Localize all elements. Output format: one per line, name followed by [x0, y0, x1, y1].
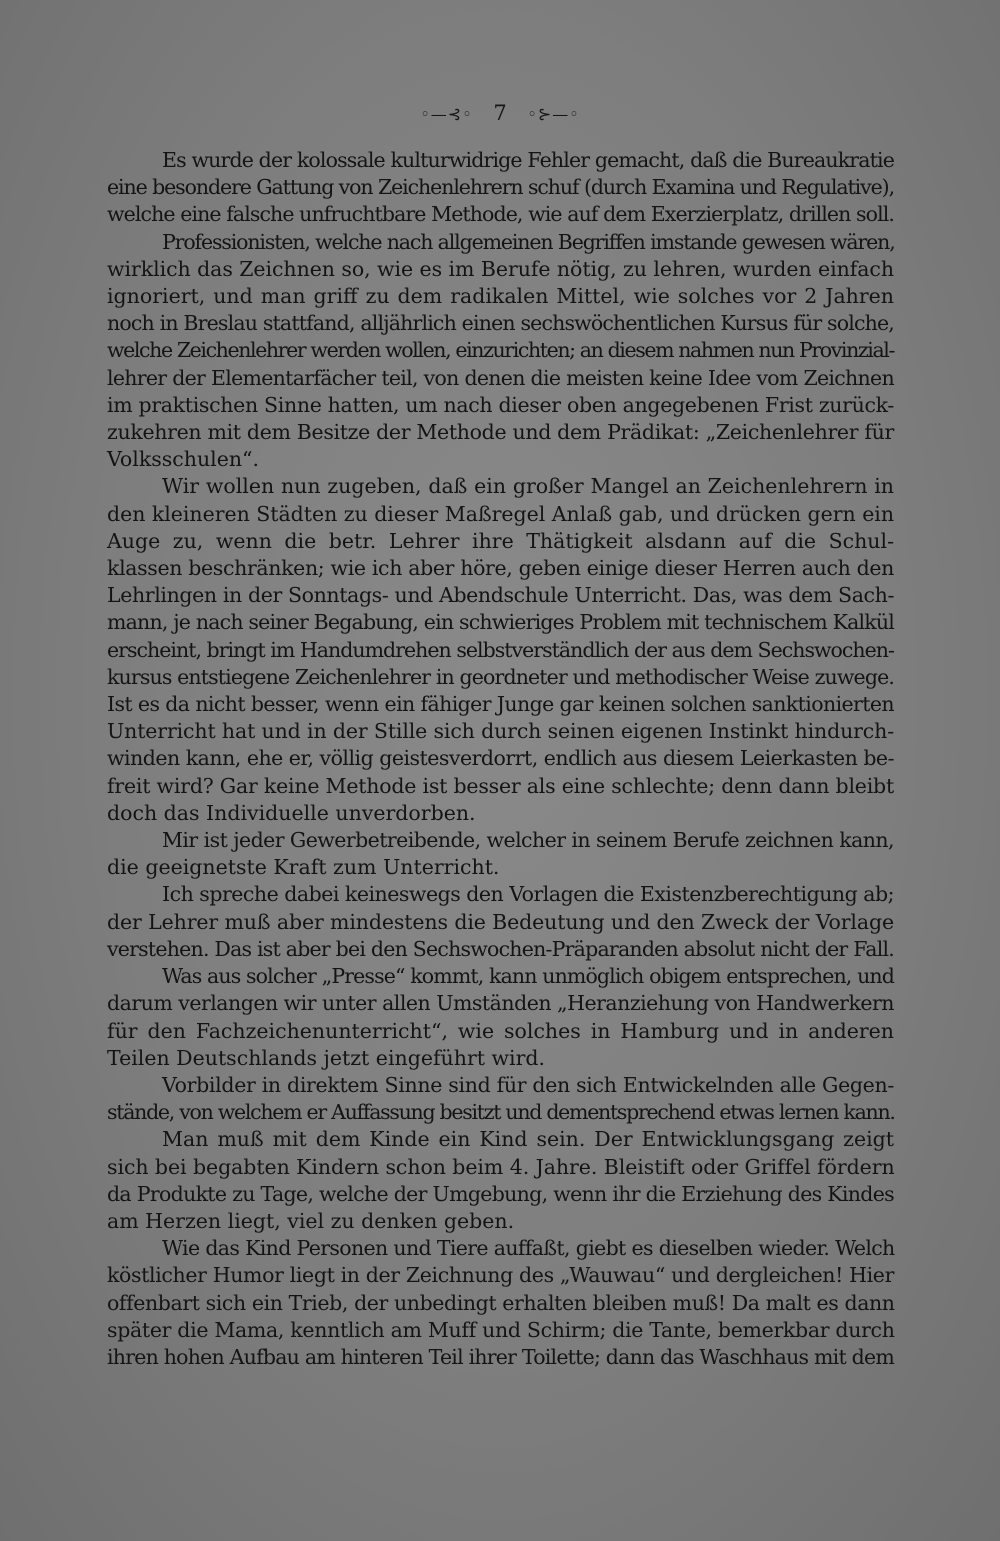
text-line: mann, je nach seiner Begabung, ein schwieriges Problem mit technischem Kalkül — [107, 610, 894, 635]
text-line: Ist es da nicht besser, wenn ein fähiger Junge gar keinen solchen sanktionierten — [107, 692, 894, 717]
text-line: erscheint, bringt im Handumdrehen selbstverständlich der aus dem Sechswochen- — [107, 637, 894, 662]
text-line: noch in Breslau stattfand, alljährlich einen sechswöchentlichen Kursus für solche, — [107, 311, 894, 336]
text-line: für den Fachzeichenunterricht“, wie solches in Hamburg und in anderen — [107, 1018, 894, 1043]
text-line: winden kann, ehe er, völlig geistesverdorrt, endlich aus diesem Leierkasten be- — [107, 746, 894, 771]
text-line: die geeignetste Kraft zum Unterricht. — [107, 855, 500, 880]
page-number: 7 — [493, 101, 507, 125]
text-line: im praktischen Sinne hatten, um nach dieser oben angegebenen Frist zurück- — [107, 392, 894, 417]
text-line: offenbart sich ein Trieb, der unbedingt erhalten bleiben muß! Da malt es dann — [107, 1290, 895, 1315]
text-line: am Herzen liegt, viel zu denken geben. — [107, 1208, 515, 1233]
text-line: der Lehrer muß aber mindestens die Bedeutung und den Zweck der Vorlage — [107, 909, 894, 934]
text-line: Wir wollen nun zugeben, daß ein großer Mangel an Zeichenlehrern in — [162, 474, 894, 499]
text-line: Lehrlingen in der Sonntags- und Abendschule Unterricht. Das, was dem Sach- — [107, 583, 894, 608]
text-line: freit wird? Gar keine Methode ist besser als eine schlechte; denn dann bleibt — [107, 773, 894, 798]
paragraph — [107, 1126, 894, 1235]
text-line: Professionisten, welche nach allgemeinen Begriffen imstande gewesen wären, — [162, 229, 895, 254]
text-line: eine besondere Gattung von Zeichenlehrern schuf (durch Examina und Regulative), — [107, 175, 894, 200]
text-line: wirklich das Zeichnen so, wie es im Berufe nötig, zu lehren, wurden einfach — [107, 256, 894, 281]
paragraph — [107, 147, 894, 229]
text-line: ihren hohen Aufbau am hinteren Teil ihrer Toilette; dann das Waschhaus mit dem — [107, 1344, 894, 1369]
text-line: stände, von welchem er Auffassung besitzt und dementsprechend etwas lernen kann. — [107, 1100, 895, 1125]
text-line: kursus entstiegene Zeichenlehrer in geordneter und methodischer Weise zuwege. — [107, 664, 894, 689]
text-line: welche Zeichenlehrer werden wollen, einzurichten; an diesem nahmen nun Provinzial- — [107, 338, 894, 363]
ornament-left: ◦—⊰◦ — [420, 104, 473, 124]
text-line: später die Mama, kenntlich am Muff und Schirm; die Tante, bemerkbar durch — [107, 1317, 895, 1342]
text-line: verstehen. Das ist aber bei den Sechswochen-Präparanden absolut nicht der Fall. — [107, 936, 894, 961]
text-line: klassen beschränken; wie ich aber höre, geben einige dieser Herren auch den — [107, 556, 894, 581]
text-line: welche eine falsche unfruchtbare Methode, wie auf dem Exerzierplatz, drillen soll. — [107, 202, 894, 227]
text-line: sich bei begabten Kindern schon beim 4. Jahre. Bleistift oder Griffel fördern — [107, 1154, 895, 1179]
paragraph — [107, 827, 894, 881]
ornament-right: ◦⊱—◦ — [527, 104, 580, 124]
paragraph — [107, 881, 894, 963]
paragraph — [107, 1235, 894, 1371]
text-line: köstlicher Humor liegt in der Zeichnung des „Wauwau“ und dergleichen! Hier — [107, 1263, 894, 1288]
text-line: Wie das Kind Personen und Tiere auffaßt, giebt es dieselben wieder. Welch — [162, 1236, 895, 1261]
paragraph — [107, 963, 894, 1072]
paragraph — [107, 1072, 894, 1126]
text-line: Was aus solcher „Presse“ kommt, kann unmöglich obigem entsprechen, und — [162, 964, 894, 989]
text-line: Teilen Deutschlands jetzt eingeführt wird. — [107, 1045, 546, 1070]
text-line: ignoriert, und man griff zu dem radikalen Mittel, wie solches vor 2 Jahren — [107, 284, 894, 309]
paragraph — [107, 473, 894, 827]
text-line: Vorbilder in direktem Sinne sind für den sich Entwickelnden alle Gegen- — [162, 1072, 894, 1097]
text-line: da Produkte zu Tage, welche der Umgebung, wenn ihr die Erziehung des Kindes — [107, 1181, 894, 1206]
text-line: zukehren mit dem Besitze der Methode und dem Prädikat: „Zeichenlehrer für — [107, 420, 894, 445]
text-line: Es wurde der kolossale kulturwidrige Fehler gemacht, daß die Bureaukratie — [162, 148, 894, 172]
text-line: den kleineren Städten zu dieser Maßregel Anlaß gab, und drücken gern ein — [107, 501, 894, 526]
text-line: Mir ist jeder Gewerbetreibende, welcher in seinem Berufe zeichnen kann, — [162, 828, 894, 853]
page-header — [0, 98, 1000, 130]
text-line: Unterricht hat und in der Stille sich durch seinen eigenen Instinkt hindurch- — [107, 719, 894, 744]
text-line: lehrer der Elementarfächer teil, von denen die meisten keine Idee vom Zeichnen — [107, 365, 894, 390]
text-line: Auge zu, wenn die betr. Lehrer ihre Thätigkeit alsdann auf die Schul- — [107, 528, 894, 553]
text-line: darum verlangen wir unter allen Umständen „Heranziehung von Handwerkern — [107, 991, 894, 1016]
body-text — [107, 147, 894, 1371]
text-line: Volksschulen“. — [107, 447, 260, 472]
paragraph — [107, 229, 894, 474]
text-line: Man muß mit dem Kinde ein Kind sein. Der Entwicklungsgang zeigt — [162, 1127, 894, 1152]
text-line: doch das Individuelle unverdorben. — [107, 800, 476, 825]
text-line: Ich spreche dabei keineswegs den Vorlagen die Existenzberechtigung ab; — [162, 882, 894, 907]
